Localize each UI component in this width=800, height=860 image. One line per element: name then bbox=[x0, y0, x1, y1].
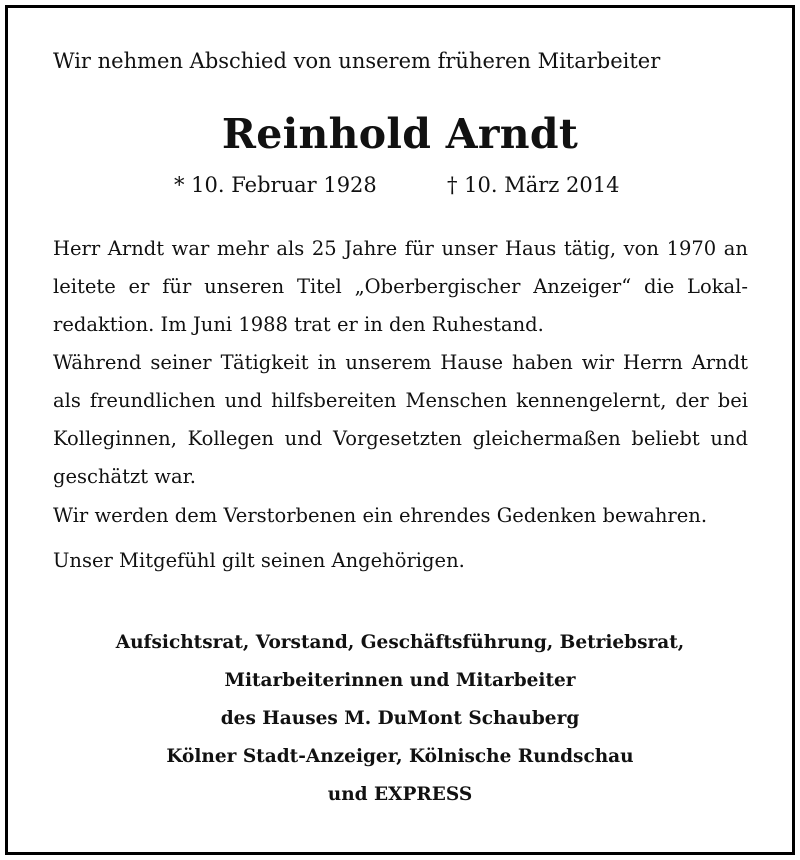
deceased-name: Reinhold Arndt bbox=[221, 110, 579, 158]
signer-line: Kölner Stadt-Anzeiger, Kölnische Rundschau bbox=[166, 746, 634, 767]
text-line: als freundlichen und hilfsbereiten Menschen kennengelernt, der bei bbox=[53, 389, 748, 412]
signer-line: des Hauses M. DuMont Schauberg bbox=[220, 708, 580, 729]
death-date: † 10. März 2014 bbox=[447, 173, 620, 197]
paragraph-condolence bbox=[53, 542, 748, 580]
text-line: Während seiner Tätigkeit in unserem Hause haben wir Herrn Arndt bbox=[53, 351, 748, 374]
birth-date: * 10. Februar 1928 bbox=[174, 173, 377, 197]
text-line: Unser Mitgefühl gilt seinen Angehörigen. bbox=[53, 549, 465, 572]
text-line: Herr Arndt war mehr als 25 Jahre für unser Haus tätig, von 1970 an bbox=[53, 237, 748, 260]
paragraph-tribute bbox=[53, 344, 748, 496]
text-line: leitete er für unseren Titel „Oberbergischer Anzeiger“ die Lokal- bbox=[53, 275, 748, 298]
text-line: redaktion. Im Juni 1988 trat er in den Ruhestand. bbox=[53, 313, 544, 336]
signer-line: Mitarbeiterinnen und Mitarbeiter bbox=[224, 670, 576, 691]
signer-line: Aufsichtsrat, Vorstand, Geschäftsführung, Betriebsrat, bbox=[115, 632, 685, 653]
text-line: geschätzt war. bbox=[53, 465, 196, 488]
signer-line: und EXPRESS bbox=[327, 784, 473, 805]
text-line: Wir werden dem Verstorbenen ein ehrendes Gedenken bewahren. bbox=[53, 504, 708, 527]
signers-block bbox=[0, 624, 800, 814]
text-line: Kolleginnen, Kollegen und Vorgesetzten gleichermaßen beliebt und bbox=[53, 427, 748, 450]
paragraph-remembrance bbox=[53, 497, 748, 535]
paragraph-career bbox=[53, 230, 748, 344]
intro-line: Wir nehmen Abschied von unserem früheren Mitarbeiter bbox=[53, 49, 661, 73]
